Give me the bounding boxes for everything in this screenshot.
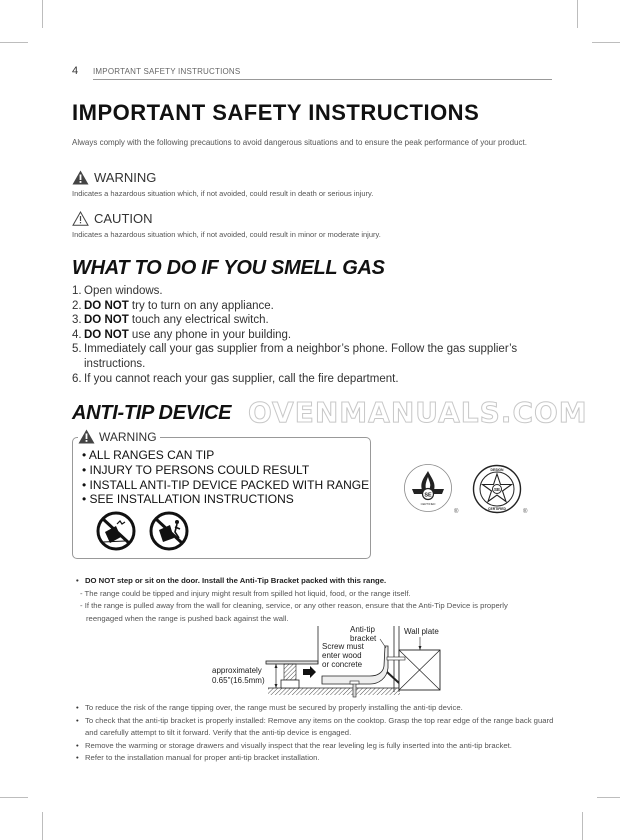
push-arrow-icon <box>303 666 316 678</box>
list-item: • To reduce the risk of the range tipping over, the range must be secured by properly installing the anti-tip device. <box>76 702 556 715</box>
screw-label-2: enter wood <box>322 651 362 660</box>
gas-steps-list <box>72 284 552 386</box>
cert-text: CERTIFIED <box>420 502 436 506</box>
sub-bullet: - If the range is pulled away from the wall for cleaning, service, or any other reason, ensure that the Anti-Tip Device is properly <box>80 601 508 610</box>
antitip-bullets <box>76 702 556 765</box>
list-item: • INJURY TO PERSONS COULD RESULT <box>82 462 310 477</box>
caution-label: CAUTION <box>94 210 153 226</box>
item-number: 6. <box>72 372 82 385</box>
bracket-label-1: Anti-tip <box>350 625 375 634</box>
crop-mark <box>42 812 43 840</box>
warning-triangle-filled-icon <box>72 170 89 185</box>
bracket-label-2: bracket <box>350 634 377 643</box>
page-title: IMPORTANT SAFETY INSTRUCTIONS <box>72 100 480 125</box>
caution-legend <box>72 209 381 239</box>
watermark: OVENMANUALS.COM <box>248 396 588 429</box>
crop-mark <box>597 797 620 798</box>
crop-mark <box>592 42 620 43</box>
item-text: try to turn on any appliance. <box>128 299 274 312</box>
caution-description: Indicates a hazardous situation which, if not avoided, could result in minor or moderate injury. <box>72 230 381 239</box>
registered-mark: ® <box>454 509 459 515</box>
height-label-1: approximately <box>212 666 262 675</box>
screw-label-3: or concrete <box>322 660 363 669</box>
list-item: • SEE INSTALLATION INSTRUCTIONS <box>82 492 294 507</box>
running-header <box>72 65 552 79</box>
antitip-section-title: ANTI-TIP DEVICE <box>72 402 232 424</box>
gas-section-title: WHAT TO DO IF YOU SMELL GAS <box>72 257 385 279</box>
crop-mark <box>577 0 578 28</box>
item-number: 5. <box>72 343 82 356</box>
no-climbing-range-icon <box>148 510 190 552</box>
page-number: 4 <box>72 65 79 77</box>
screw-label-1: Screw must <box>322 642 364 651</box>
list-item: • INSTALL ANTI-TIP DEVICE PACKED WITH RANGE <box>82 477 370 492</box>
leveling-leg <box>284 664 296 680</box>
item-text: touch any electrical switch. <box>128 314 269 327</box>
list-item: • ALL RANGES CAN TIP <box>82 448 215 462</box>
antitip-bracket-diagram <box>210 624 460 698</box>
item-number: 1. <box>72 285 82 297</box>
list-item <box>72 328 552 343</box>
range-base <box>266 661 318 664</box>
main-bullet: • DO NOT step or sit on the door. Install the Anti-Tip Bracket packed with this range. <box>76 575 556 588</box>
antitip-notes <box>76 575 556 625</box>
caution-triangle-outline-icon <box>72 211 89 226</box>
warning-label: WARNING <box>94 169 157 185</box>
svg-text:SE: SE <box>424 492 432 499</box>
list-item: • Refer to the installation manual for proper anti-tip bracket installation. <box>76 752 556 765</box>
item-text: Open windows. <box>84 285 163 297</box>
item-number: 3. <box>72 314 82 327</box>
running-header-title: IMPORTANT SAFETY INSTRUCTIONS <box>93 67 241 76</box>
antitip-warning-header <box>78 429 160 444</box>
item-emphasis: DO NOT <box>84 314 129 327</box>
antitip-warning-label: WARNING <box>99 429 157 444</box>
crop-mark <box>0 797 28 798</box>
crop-mark <box>582 812 583 840</box>
item-emphasis: DO NOT <box>84 299 129 312</box>
item-text: If you cannot reach your gas supplier, call the fire department. <box>84 372 399 385</box>
list-item <box>72 372 552 387</box>
warning-legend <box>72 168 373 198</box>
list-item <box>72 284 552 299</box>
no-tipping-range-icon <box>95 510 137 552</box>
registered-mark: ® <box>523 509 528 515</box>
wall-plate-label: Wall plate <box>404 627 439 636</box>
height-label-2: 0.65"(16.5mm) <box>212 676 265 685</box>
warning-description: Indicates a hazardous situation which, if not avoided, could result in death or serious injury. <box>72 189 374 198</box>
header-rule <box>93 79 552 80</box>
list-item: • To check that the anti-tip bracket is properly installed: Remove any items on the cooktop. Grasp the top rear edge of the range back guard and carefully attempt to tilt it forward. Verify that the anti-tip device is engaged. <box>76 715 556 740</box>
sub-bullet-continuation: reengaged when the range is pushed back against the wall. <box>86 613 289 623</box>
intro-text: Always comply with the following precautions to avoid dangerous situations and to ensure the peak performance of your product. <box>72 138 527 147</box>
sub-bullet: - The range could be tipped and injury might result from spilled hot liquid, food, or the range itself. <box>80 588 411 598</box>
cert-text-bottom: CERTIFIED <box>488 507 506 511</box>
crop-mark <box>0 42 28 43</box>
list-item <box>72 313 552 328</box>
warning-triangle-filled-icon <box>78 429 95 444</box>
item-number: 2. <box>72 299 82 312</box>
crop-mark <box>42 0 43 28</box>
antitip-warning-list <box>82 448 369 507</box>
item-number: 4. <box>72 328 82 341</box>
item-emphasis: DO NOT <box>84 328 129 341</box>
svg-text:SE: SE <box>493 487 501 492</box>
floor <box>268 688 400 695</box>
csa-star-design-certified-icon <box>472 463 522 515</box>
list-item: • Remove the warming or storage drawers and visually inspect that the rear leveling leg is fully inserted into the anti-tip bracket. <box>76 740 556 753</box>
item-text: use any phone in your building. <box>128 328 292 341</box>
item-text: Immediately call your gas supplier from a neighbor’s phone. Follow the gas supplier’s instructions. <box>84 343 518 370</box>
cert-text-top: DESIGN <box>490 467 504 472</box>
csa-flame-certified-icon <box>403 463 453 513</box>
list-item <box>72 299 552 314</box>
list-item <box>72 342 552 371</box>
